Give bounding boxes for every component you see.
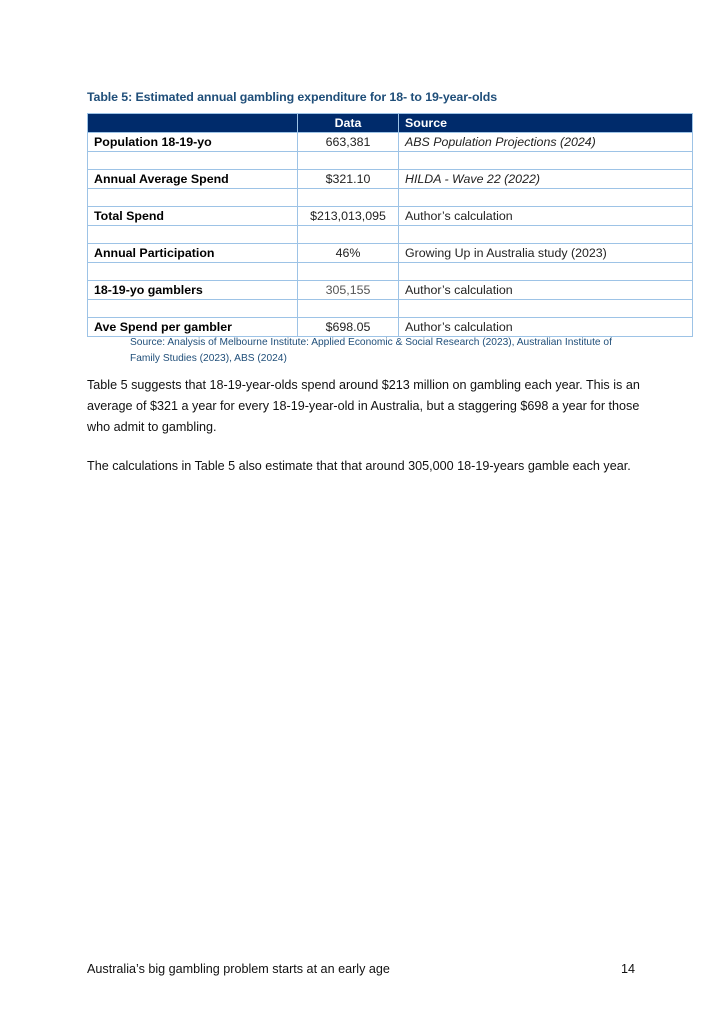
table-caption: Table 5: Estimated annual gambling expenditure for 18- to 19-year-olds — [87, 90, 498, 104]
header-data: Data — [298, 114, 399, 133]
row-source: ABS Population Projections (2024) — [399, 133, 693, 152]
spacer-cell — [399, 189, 693, 207]
spacer-cell — [399, 152, 693, 170]
table-source-note: Source: Analysis of Melbourne Institute: Applied Economic & Social Research (2023), Australian Institute of Family Studies (2023), ABS (2024) — [130, 337, 612, 364]
row-value: $321.10 — [298, 170, 399, 189]
spacer-cell — [298, 263, 399, 281]
body-paragraph: Table 5 suggests that 18-19-year-olds spend around $213 million on gambling each year. This is an average of $321 a year for every 18-19-year-old in Australia, but a staggering $698 a year for those who admit to gambling. — [87, 378, 640, 434]
spacer-cell — [298, 189, 399, 207]
row-source: Author’s calculation — [399, 281, 693, 300]
spacer-cell — [88, 263, 298, 281]
row-value: 663,381 — [298, 133, 399, 152]
row-label: 18-19-yo gamblers — [88, 281, 298, 300]
table-spacer-row — [88, 300, 693, 318]
table-header-row — [88, 114, 693, 133]
spacer-cell — [399, 226, 693, 244]
page-number: 14 — [621, 962, 636, 976]
table-spacer-row — [88, 189, 693, 207]
spacer-cell — [298, 300, 399, 318]
spacer-cell — [298, 226, 399, 244]
row-value: $698.05 — [298, 318, 399, 337]
row-label: Annual Average Spend — [88, 170, 298, 189]
table-spacer-row — [88, 152, 693, 170]
table-row — [88, 207, 693, 226]
table-row — [88, 133, 693, 152]
row-label: Ave Spend per gambler — [88, 318, 298, 337]
row-value: 46% — [298, 244, 399, 263]
body-paragraph: The calculations in Table 5 also estimate that that around 305,000 18-19-years gamble each year. — [87, 459, 631, 473]
spacer-cell — [88, 189, 298, 207]
row-source: Growing Up in Australia study (2023) — [399, 244, 693, 263]
table-row — [88, 170, 693, 189]
table-row — [88, 281, 693, 300]
row-source: Author’s calculation — [399, 207, 693, 226]
spacer-cell — [399, 263, 693, 281]
table-spacer-row — [88, 226, 693, 244]
row-value: $213,013,095 — [298, 207, 399, 226]
footer-title: Australia’s big gambling problem starts at an early age — [87, 962, 390, 976]
spacer-cell — [399, 300, 693, 318]
spacer-cell — [88, 226, 298, 244]
row-value: 305,155 — [298, 281, 399, 300]
row-label: Population 18-19-yo — [88, 133, 298, 152]
table-spacer-row — [88, 263, 693, 281]
row-label: Annual Participation — [88, 244, 298, 263]
spacer-cell — [298, 152, 399, 170]
row-label: Total Spend — [88, 207, 298, 226]
header-source: Source — [399, 114, 693, 133]
expenditure-table — [87, 113, 693, 337]
spacer-cell — [88, 300, 298, 318]
table-row — [88, 318, 693, 337]
row-source: HILDA - Wave 22 (2022) — [399, 170, 693, 189]
table-row — [88, 244, 693, 263]
header-label — [88, 114, 298, 133]
spacer-cell — [88, 152, 298, 170]
row-source: Author’s calculation — [399, 318, 693, 337]
